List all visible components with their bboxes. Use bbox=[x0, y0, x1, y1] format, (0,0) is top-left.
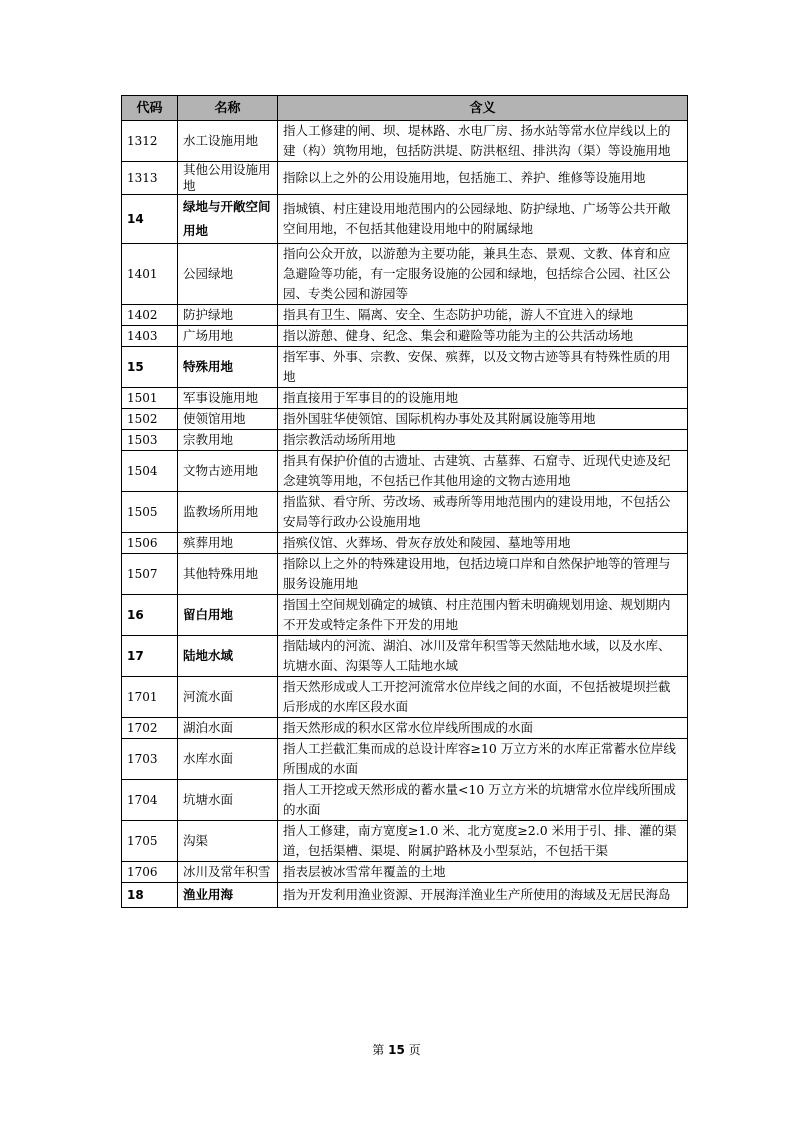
row-code: 1704 bbox=[122, 780, 178, 821]
row-definition: 指除以上之外的特殊建设用地，包括边境口岸和自然保护地等的管理与服务设施用地 bbox=[278, 554, 688, 595]
row-definition: 指向公众开放，以游憩为主要功能，兼具生态、景观、文教、体育和应急避险等功能，有一定服务设施的公园和绿地，包括综合公园、社区公园、专类公园和游园等 bbox=[278, 244, 688, 305]
row-code: 1312 bbox=[122, 121, 178, 162]
table-row bbox=[122, 195, 688, 244]
row-definition: 指人工拦截汇集而成的总设计库容≥10 万立方米的水库正常蓄水位岸线所围成的水面 bbox=[278, 739, 688, 780]
row-name: 河流水面 bbox=[178, 677, 278, 718]
table-row bbox=[122, 305, 688, 326]
row-code: 17 bbox=[122, 636, 178, 677]
row-name: 湖泊水面 bbox=[178, 718, 278, 739]
table-row bbox=[122, 244, 688, 305]
row-definition: 指城镇、村庄建设用地范围内的公园绿地、防护绿地、广场等公共开敞空间用地，不包括其他建设用地中的附属绿地 bbox=[278, 195, 688, 244]
row-definition: 指除以上之外的公用设施用地，包括施工、养护、维修等设施用地 bbox=[278, 162, 688, 195]
row-name: 其他特殊用地 bbox=[178, 554, 278, 595]
row-name: 渔业用海 bbox=[178, 883, 278, 908]
table-body bbox=[122, 121, 688, 908]
row-definition: 指天然形成的积水区常水位岸线所围成的水面 bbox=[278, 718, 688, 739]
row-code: 1501 bbox=[122, 388, 178, 409]
row-name: 防护绿地 bbox=[178, 305, 278, 326]
table-row bbox=[122, 883, 688, 908]
table-row bbox=[122, 780, 688, 821]
table-row bbox=[122, 862, 688, 883]
row-name: 水工设施用地 bbox=[178, 121, 278, 162]
row-code: 1503 bbox=[122, 430, 178, 451]
table-row bbox=[122, 595, 688, 636]
row-name: 使领馆用地 bbox=[178, 409, 278, 430]
table-row bbox=[122, 430, 688, 451]
row-name: 沟渠 bbox=[178, 821, 278, 862]
row-name: 广场用地 bbox=[178, 326, 278, 347]
row-definition: 指监狱、看守所、劳改场、戒毒所等用地范围内的建设用地，不包括公安局等行政办公设施用地 bbox=[278, 492, 688, 533]
row-code: 1702 bbox=[122, 718, 178, 739]
table-row bbox=[122, 677, 688, 718]
row-code: 1504 bbox=[122, 451, 178, 492]
header-definition: 含义 bbox=[278, 96, 688, 121]
row-definition: 指具有卫生、隔离、安全、生态防护功能，游人不宜进入的绿地 bbox=[278, 305, 688, 326]
row-definition: 指军事、外事、宗教、安保、殡葬，以及文物古迹等具有特殊性质的用地 bbox=[278, 347, 688, 388]
row-name: 冰川及常年积雪 bbox=[178, 862, 278, 883]
row-code: 1401 bbox=[122, 244, 178, 305]
table-header-row bbox=[122, 96, 688, 121]
land-use-classification-table bbox=[121, 95, 688, 908]
table-row bbox=[122, 347, 688, 388]
row-name: 绿地与开敞空间用地 bbox=[178, 195, 278, 244]
page-suffix: 页 bbox=[408, 1043, 421, 1057]
table-row bbox=[122, 409, 688, 430]
table-row bbox=[122, 388, 688, 409]
row-name: 殡葬用地 bbox=[178, 533, 278, 554]
table-row bbox=[122, 326, 688, 347]
row-name: 宗教用地 bbox=[178, 430, 278, 451]
row-code: 1506 bbox=[122, 533, 178, 554]
row-name: 其他公用设施用地 bbox=[178, 162, 278, 195]
row-name: 陆地水域 bbox=[178, 636, 278, 677]
row-code: 1313 bbox=[122, 162, 178, 195]
table-row bbox=[122, 554, 688, 595]
table-row bbox=[122, 451, 688, 492]
page-prefix: 第 bbox=[372, 1043, 385, 1057]
row-definition: 指直接用于军事目的的设施用地 bbox=[278, 388, 688, 409]
row-name: 水库水面 bbox=[178, 739, 278, 780]
table-row bbox=[122, 162, 688, 195]
row-definition: 指人工修建，南方宽度≥1.0 米、北方宽度≥2.0 米用于引、排、灌的渠道，包括渠槽、渠堤、附属护路林及小型泵站，不包括干渠 bbox=[278, 821, 688, 862]
header-name: 名称 bbox=[178, 96, 278, 121]
row-definition: 指宗教活动场所用地 bbox=[278, 430, 688, 451]
row-name: 监教场所用地 bbox=[178, 492, 278, 533]
row-name: 特殊用地 bbox=[178, 347, 278, 388]
row-code: 16 bbox=[122, 595, 178, 636]
table-row bbox=[122, 121, 688, 162]
row-code: 1403 bbox=[122, 326, 178, 347]
row-code: 1402 bbox=[122, 305, 178, 326]
page-number bbox=[0, 1041, 793, 1058]
row-definition: 指国土空间规划确定的城镇、村庄范围内暂未明确规划用途、规划期内不开发或特定条件下开发的用地 bbox=[278, 595, 688, 636]
table-row bbox=[122, 492, 688, 533]
row-code: 15 bbox=[122, 347, 178, 388]
row-name: 军事设施用地 bbox=[178, 388, 278, 409]
row-name: 文物古迹用地 bbox=[178, 451, 278, 492]
row-code: 18 bbox=[122, 883, 178, 908]
row-name: 公园绿地 bbox=[178, 244, 278, 305]
table-row bbox=[122, 533, 688, 554]
row-name: 坑塘水面 bbox=[178, 780, 278, 821]
row-code: 1505 bbox=[122, 492, 178, 533]
row-code: 1705 bbox=[122, 821, 178, 862]
row-code: 14 bbox=[122, 195, 178, 244]
row-definition: 指为开发利用渔业资源、开展海洋渔业生产所使用的海域及无居民海岛 bbox=[278, 883, 688, 908]
row-definition: 指天然形成或人工开挖河流常水位岸线之间的水面，不包括被堤坝拦截后形成的水库区段水面 bbox=[278, 677, 688, 718]
row-code: 1701 bbox=[122, 677, 178, 718]
header-code: 代码 bbox=[122, 96, 178, 121]
table-row bbox=[122, 821, 688, 862]
row-definition: 指人工修建的闸、坝、堤林路、水电厂房、扬水站等常水位岸线以上的建（构）筑物用地，包括防洪堤、防洪枢纽、排洪沟（渠）等设施用地 bbox=[278, 121, 688, 162]
row-definition: 指陆域内的河流、湖泊、冰川及常年积雪等天然陆地水域，以及水库、坑塘水面、沟渠等人工陆地水域 bbox=[278, 636, 688, 677]
table-row bbox=[122, 718, 688, 739]
row-definition: 指外国驻华使领馆、国际机构办事处及其附属设施等用地 bbox=[278, 409, 688, 430]
row-code: 1507 bbox=[122, 554, 178, 595]
table-row bbox=[122, 636, 688, 677]
row-code: 1502 bbox=[122, 409, 178, 430]
row-definition: 指以游憩、健身、纪念、集会和避险等功能为主的公共活动场地 bbox=[278, 326, 688, 347]
row-code: 1703 bbox=[122, 739, 178, 780]
row-code: 1706 bbox=[122, 862, 178, 883]
table-row bbox=[122, 739, 688, 780]
row-definition: 指人工开挖或天然形成的蓄水量<10 万立方米的坑塘常水位岸线所围成的水面 bbox=[278, 780, 688, 821]
row-definition: 指表层被冰雪常年覆盖的土地 bbox=[278, 862, 688, 883]
row-definition: 指具有保护价值的古遗址、古建筑、古墓葬、石窟寺、近现代史迹及纪念建筑等用地，不包括已作其他用途的文物古迹用地 bbox=[278, 451, 688, 492]
row-name: 留白用地 bbox=[178, 595, 278, 636]
row-definition: 指殡仪馆、火葬场、骨灰存放处和陵园、墓地等用地 bbox=[278, 533, 688, 554]
page-number-value: 15 bbox=[388, 1043, 405, 1057]
